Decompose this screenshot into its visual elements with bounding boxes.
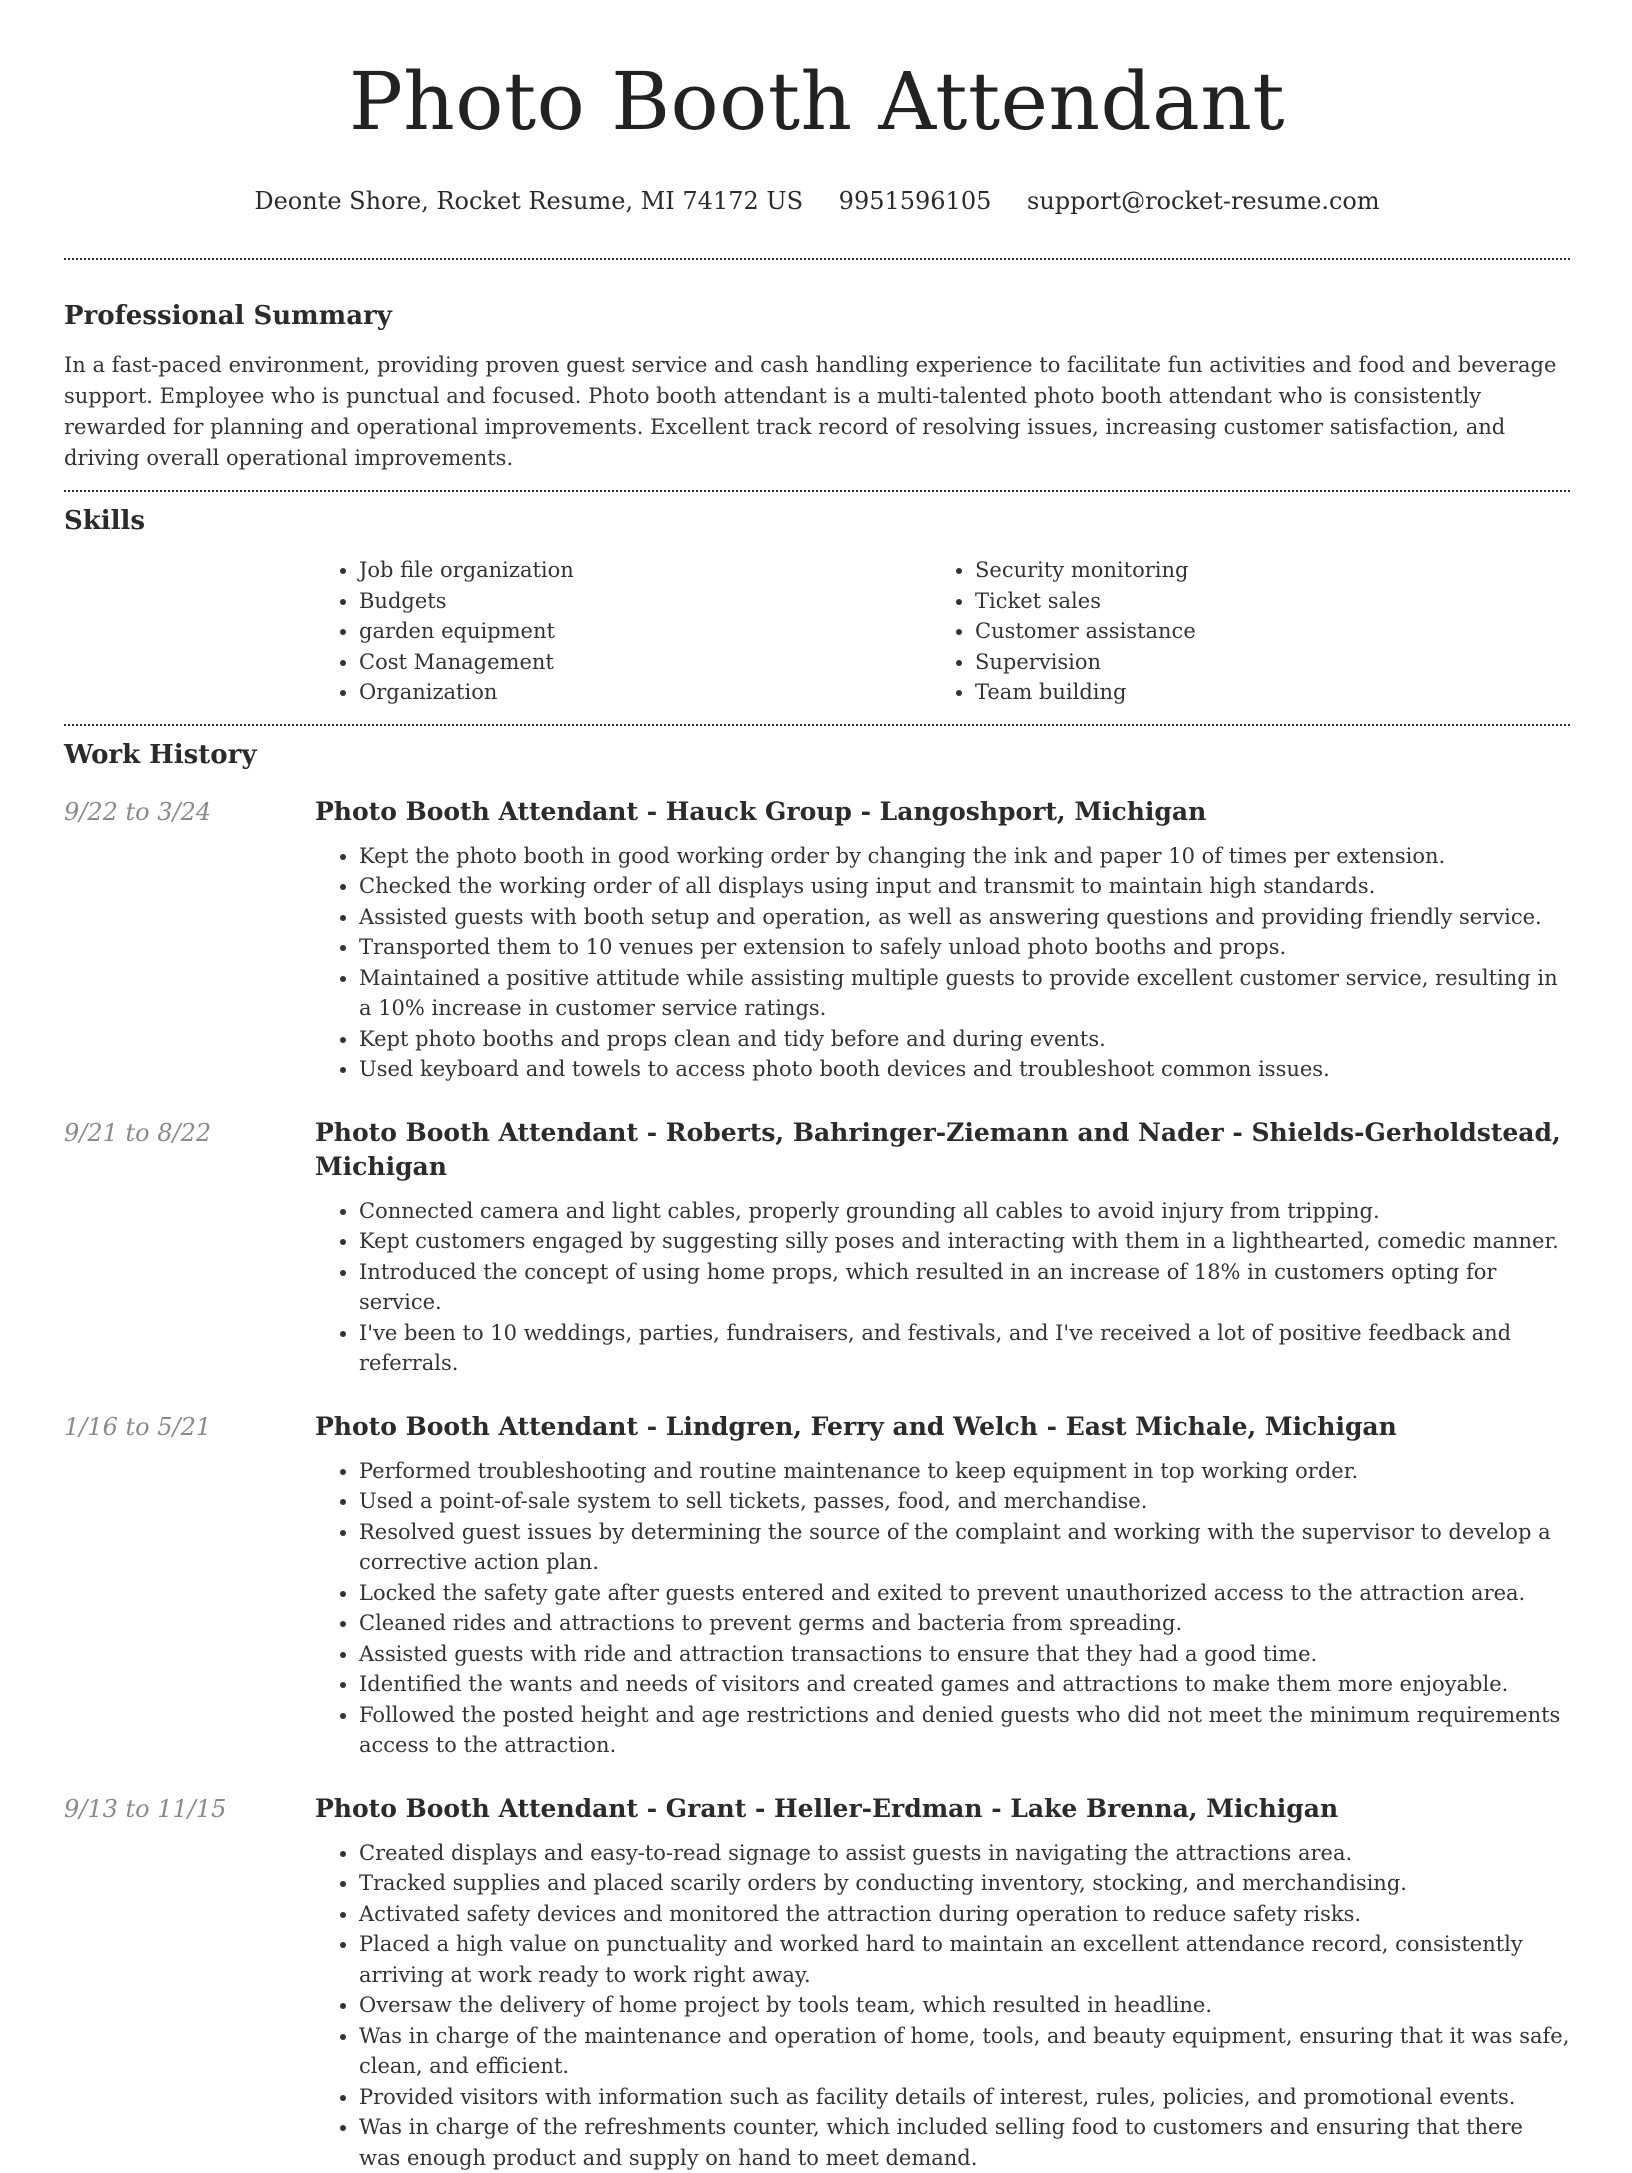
skill-item: • garden equipment: [359, 616, 931, 647]
job-bullet: • Created displays and easy-to-read signage to assist guests in navigating the attractions area.: [359, 1838, 1570, 1869]
job-entry: [64, 795, 1570, 1085]
contact-address: Deonte Shore, Rocket Resume, MI 74172 US: [254, 187, 803, 215]
contact-phone: 9951596105: [839, 187, 992, 215]
job-bullet: • Placed a high value on punctuality and worked hard to maintain an excellent attendance record, consistently arriving at work ready to work right away.: [359, 1929, 1570, 1990]
job-bullet: • Assisted guests with ride and attraction transactions to ensure that they had a good time.: [359, 1639, 1570, 1670]
skill-item: • Budgets: [359, 586, 931, 617]
section-divider: [64, 258, 1570, 260]
summary-section: [64, 298, 1570, 474]
job-title: Photo Booth Attendant - Hauck Group - Langoshport, Michigan: [315, 795, 1570, 829]
job-date: 9/21 to 8/22: [64, 1116, 211, 1150]
section-divider: [64, 724, 1570, 726]
job-bullet: • Introduced the concept of using home props, which resulted in an increase of 18% in customers opting for service.: [359, 1257, 1570, 1318]
job-bullet: • Followed the posted height and age restrictions and denied guests who did not meet the minimum requirements access to the attraction.: [359, 1700, 1570, 1761]
skills-grid: [315, 555, 1570, 708]
job-bullet: • Activated safety devices and monitored the attraction during operation to reduce safety risks.: [359, 1899, 1570, 1930]
summary-text: In a fast-paced environment, providing proven guest service and cash handling experience to facilitate fun activities and food and beverage support. Employee who is punctual and focused. Photo booth attendant is a multi-talented photo booth attendant who is consistently rewarded for planning and operational improvements. Excellent track record of resolving issues, increasing customer satisfaction, and driving overall operational improvements.: [64, 350, 1570, 474]
job-bullet: • Used a point-of-sale system to sell tickets, passes, food, and merchandise.: [359, 1486, 1570, 1517]
job-entry: [64, 1410, 1570, 1761]
skill-item: • Customer assistance: [975, 616, 1547, 647]
skills-section: [64, 503, 1570, 708]
skill-item: • Organization: [359, 677, 931, 708]
job-bullet: • Kept customers engaged by suggesting silly poses and interacting with them in a lighthearted, comedic manner.: [359, 1226, 1570, 1257]
job-bullet: • Performed troubleshooting and routine maintenance to keep equipment in top working order.: [359, 1456, 1570, 1487]
job-title: Photo Booth Attendant - Roberts, Bahringer-Ziemann and Nader - Shields-Gerholdstead, Michigan: [315, 1116, 1570, 1184]
contact-line: [64, 184, 1570, 218]
job-bullet: • Provided visitors with information such as facility details of interest, rules, policies, and promotional events.: [359, 2082, 1570, 2113]
job-bullets: [315, 841, 1570, 1085]
resume-title: Photo Booth Attendant: [64, 0, 1570, 152]
summary-heading: Professional Summary: [64, 298, 1570, 334]
job-bullet: • Locked the safety gate after guests entered and exited to prevent unauthorized access to the attraction area.: [359, 1578, 1570, 1609]
skill-item: • Ticket sales: [975, 586, 1547, 617]
job-bullet: • Connected camera and light cables, properly grounding all cables to avoid injury from tripping.: [359, 1196, 1570, 1227]
job-date: 9/22 to 3/24: [64, 795, 211, 829]
job-date: 1/16 to 5/21: [64, 1410, 211, 1444]
skills-heading: Skills: [64, 503, 1570, 539]
job-date: 9/13 to 11/15: [64, 1792, 226, 1826]
job-title: Photo Booth Attendant - Grant - Heller-Erdman - Lake Brenna, Michigan: [315, 1792, 1570, 1826]
contact-email: support@rocket-resume.com: [1027, 187, 1380, 215]
job-bullet: • Maintained a positive attitude while assisting multiple guests to provide excellent customer service, resulting in a 10% increase in customer service ratings.: [359, 963, 1570, 1024]
resume-page: [64, 0, 1570, 2173]
job-bullet: • Checked the working order of all displays using input and transmit to maintain high standards.: [359, 871, 1570, 902]
job-bullets: [315, 1196, 1570, 1379]
job-bullet: • Transported them to 10 venues per extension to safely unload photo booths and props.: [359, 932, 1570, 963]
skills-list-right: [931, 555, 1547, 708]
job-bullet: • I've been to 10 weddings, parties, fundraisers, and festivals, and I've received a lot of positive feedback and referrals.: [359, 1318, 1570, 1379]
job-bullets: [315, 1838, 1570, 2173]
job-entry: [64, 1792, 1570, 2173]
skill-item: • Supervision: [975, 647, 1547, 678]
job-bullet: • Cleaned rides and attractions to prevent germs and bacteria from spreading.: [359, 1608, 1570, 1639]
job-bullet: • Resolved guest issues by determining the source of the complaint and working with the supervisor to develop a corrective action plan.: [359, 1517, 1570, 1578]
job-bullet: • Kept photo booths and props clean and tidy before and during events.: [359, 1024, 1570, 1055]
skill-item: • Security monitoring: [975, 555, 1547, 586]
job-bullet: • Kept the photo booth in good working order by changing the ink and paper 10 of times per extension.: [359, 841, 1570, 872]
skill-item: • Job file organization: [359, 555, 931, 586]
skill-item: • Team building: [975, 677, 1547, 708]
work-history-section: [64, 737, 1570, 2173]
skill-item: • Cost Management: [359, 647, 931, 678]
job-bullets: [315, 1456, 1570, 1761]
work-history-heading: Work History: [64, 737, 1570, 773]
job-bullet: • Identified the wants and needs of visitors and created games and attractions to make them more enjoyable.: [359, 1669, 1570, 1700]
job-bullet: • Used keyboard and towels to access photo booth devices and troubleshoot common issues.: [359, 1054, 1570, 1085]
section-divider: [64, 490, 1570, 492]
skills-list-left: [315, 555, 931, 708]
job-bullet: • Assisted guests with booth setup and operation, as well as answering questions and providing friendly service.: [359, 902, 1570, 933]
job-bullet: • Was in charge of the maintenance and operation of home, tools, and beauty equipment, ensuring that it was safe, clean, and efficient.: [359, 2021, 1570, 2082]
job-bullet: • Tracked supplies and placed scarily orders by conducting inventory, stocking, and merchandising.: [359, 1868, 1570, 1899]
job-bullet: • Was in charge of the refreshments counter, which included selling food to customers and ensuring that there was enough product and supply on hand to meet demand.: [359, 2112, 1570, 2173]
job-bullet: • Oversaw the delivery of home project by tools team, which resulted in headline.: [359, 1990, 1570, 2021]
job-title: Photo Booth Attendant - Lindgren, Ferry and Welch - East Michale, Michigan: [315, 1410, 1570, 1444]
job-entry: [64, 1116, 1570, 1379]
